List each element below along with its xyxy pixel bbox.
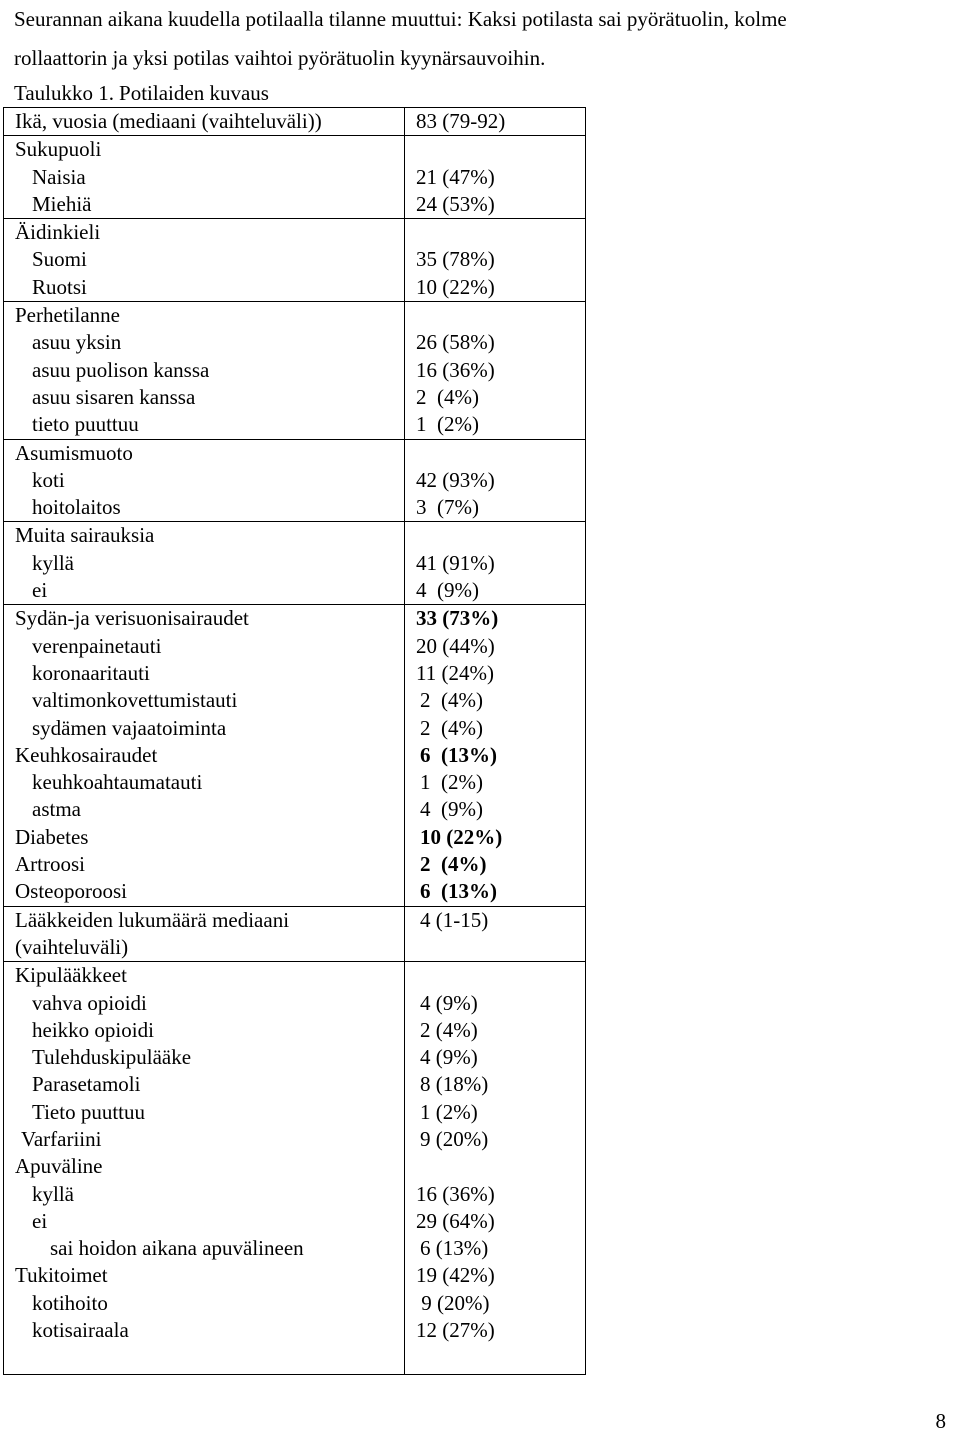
- row-label: koti: [32, 467, 65, 492]
- row-label: Artroosi: [15, 852, 85, 877]
- caption-title: Potilaiden kuvaus: [119, 81, 269, 105]
- row-value: 11 (24%): [416, 660, 494, 685]
- row-value: 4 (1-15): [420, 907, 489, 932]
- row-value: 41 (91%): [416, 550, 495, 575]
- row-value: 6 (13%): [420, 1236, 489, 1261]
- row-label: Miehiä: [32, 191, 92, 216]
- row-value: 83 (79-92): [416, 109, 506, 133]
- row-value: 2 (4%): [416, 384, 479, 409]
- intro-text: [14, 0, 956, 78]
- row-label: asuu sisaren kanssa: [32, 384, 196, 409]
- row-value: 6 (13%): [420, 742, 497, 767]
- row-label: Asumismuoto: [15, 440, 133, 465]
- row-value: 2 (4%): [420, 715, 483, 740]
- intro-line-2: rollaattorin ja yksi potilas vaihtoi pyörätuolin kyynärsauvoihin.: [14, 46, 546, 70]
- row-value: 6 (13%): [420, 879, 497, 904]
- row-value: 26 (58%): [416, 330, 495, 355]
- row-value: 4 (9%): [420, 797, 483, 822]
- table-row: [4, 302, 586, 439]
- table-row: [4, 522, 586, 605]
- row-value: 16 (36%): [416, 357, 495, 382]
- row-value: 20 (44%): [416, 633, 495, 658]
- table-row: [4, 439, 586, 522]
- row-value: 35 (78%): [416, 247, 495, 272]
- row-label: Äidinkieli: [15, 220, 101, 245]
- row-label: kotisairaala: [32, 1318, 129, 1343]
- row-label: vahva opioidi: [32, 990, 147, 1015]
- row-label: Perhetilanne: [15, 303, 120, 328]
- row-value: 42 (93%): [416, 467, 495, 492]
- row-value: 10 (22%): [420, 824, 503, 849]
- row-label: kyllä: [32, 550, 74, 575]
- row-value: 1 (2%): [416, 412, 479, 437]
- row-value: 9 (20%): [420, 1126, 489, 1151]
- page-number: 8: [935, 1409, 946, 1433]
- row-label: kyllä: [32, 1181, 74, 1206]
- row-label: tieto puuttuu: [32, 412, 139, 437]
- row-label: Sukupuoli: [15, 137, 102, 162]
- row-value: 2 (4%): [420, 852, 487, 877]
- row-label: keuhkoahtaumatauti: [32, 770, 203, 795]
- row-label: sai hoidon aikana apuvälineen: [50, 1236, 304, 1261]
- row-label: Kipulääkkeet: [15, 963, 127, 988]
- row-value: 4 (9%): [420, 990, 478, 1015]
- row-label: Varfariini: [21, 1126, 102, 1151]
- row-label: koronaaritauti: [32, 660, 150, 685]
- table-row: [4, 108, 586, 136]
- row-value: 9 (20%): [416, 1290, 490, 1315]
- row-value: 1 (2%): [420, 1099, 478, 1124]
- caption-label: Taulukko 1.: [14, 81, 115, 105]
- row-value: 12 (27%): [416, 1318, 495, 1343]
- row-label: verenpainetauti: [32, 633, 162, 658]
- row-label: Tukitoimet: [15, 1263, 108, 1288]
- row-label: Naisia: [32, 164, 86, 189]
- row-label: Ikä, vuosia (mediaani (vaihteluväli)): [15, 109, 322, 133]
- row-label: asuu yksin: [32, 330, 122, 355]
- table-caption: [14, 80, 269, 107]
- row-value: 19 (42%): [416, 1263, 495, 1288]
- row-label: Tulehduskipulääke: [32, 1045, 192, 1070]
- row-label: asuu puolison kanssa: [32, 357, 210, 382]
- table-row: [4, 906, 586, 962]
- table-row: [4, 136, 586, 219]
- row-label: Keuhkosairaudet: [15, 742, 158, 767]
- row-label: Apuväline: [15, 1154, 103, 1179]
- row-value: 3 (7%): [416, 495, 479, 520]
- row-label: Sydän-ja verisuonisairaudet: [15, 606, 249, 631]
- row-value: 2 (4%): [420, 688, 483, 713]
- row-value: 2 (4%): [420, 1017, 478, 1042]
- row-value: 16 (36%): [416, 1181, 495, 1206]
- row-label: ei: [32, 578, 48, 603]
- row-label: Diabetes: [15, 824, 89, 849]
- row-label: hoitolaitos: [32, 495, 121, 520]
- row-label: Muita sairauksia: [15, 523, 155, 548]
- table-row: [4, 219, 586, 302]
- intro-line-1: Seurannan aikana kuudella potilaalla tilanne muuttui: Kaksi potilasta sai pyörätuolin, kolme: [14, 7, 787, 31]
- table-row: [4, 605, 586, 906]
- row-label: Lääkkeiden lukumäärä mediaani: [15, 907, 290, 932]
- patient-table: [3, 107, 586, 1375]
- row-value: 1 (2%): [420, 770, 483, 795]
- row-label: Ruotsi: [32, 274, 87, 299]
- row-label: astma: [32, 797, 81, 822]
- row-label: kotihoito: [32, 1290, 108, 1315]
- row-label: sydämen vajaatoiminta: [32, 715, 227, 740]
- row-value: 29 (64%): [416, 1208, 495, 1233]
- row-value: 33 (73%): [416, 606, 499, 631]
- row-value: 8 (18%): [420, 1072, 489, 1097]
- row-value: 24 (53%): [416, 191, 495, 216]
- row-label: heikko opioidi: [32, 1017, 154, 1042]
- row-label: ei: [32, 1208, 48, 1233]
- row-label: Parasetamoli: [32, 1072, 141, 1097]
- row-label: Tieto puuttuu: [32, 1099, 145, 1124]
- row-label: (vaihteluväli): [15, 934, 129, 959]
- row-label: Osteoporoosi: [15, 879, 127, 904]
- row-value: 10 (22%): [416, 274, 495, 299]
- table-row: [4, 962, 586, 1375]
- row-label: Suomi: [32, 247, 87, 272]
- row-value: 4 (9%): [420, 1045, 478, 1070]
- row-value: 21 (47%): [416, 164, 495, 189]
- row-label: valtimonkovettumistauti: [32, 688, 238, 713]
- row-value: 4 (9%): [416, 578, 479, 603]
